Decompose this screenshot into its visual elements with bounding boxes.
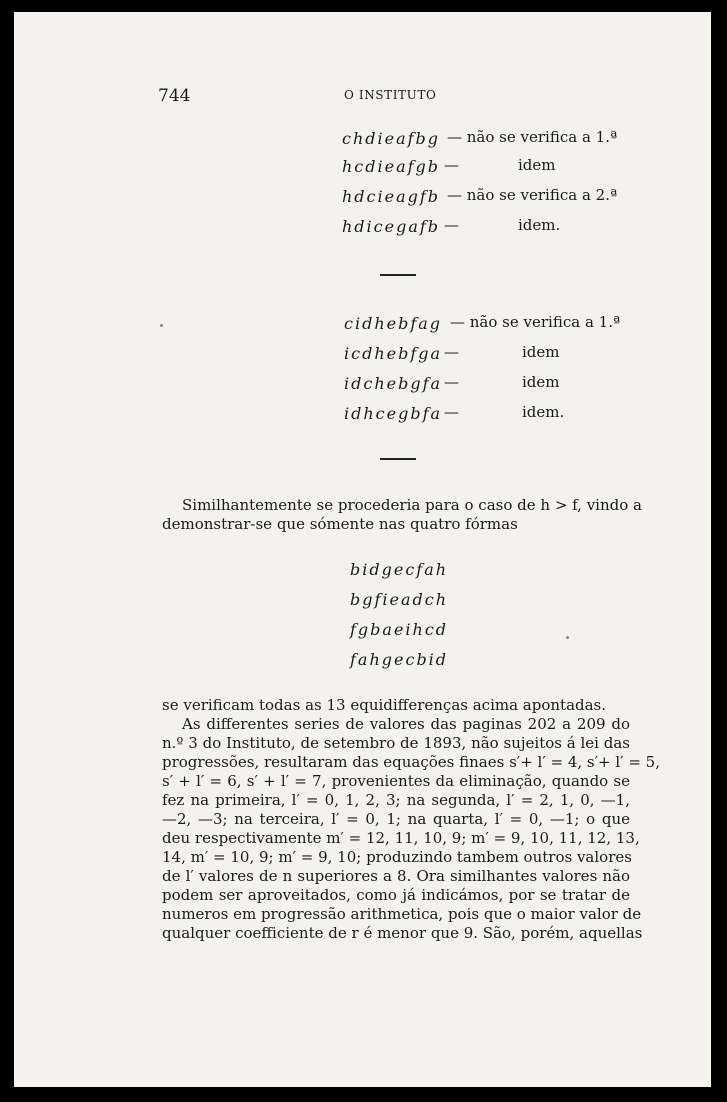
text-line: As differentes series de valores das paginas 202 a 209 do bbox=[182, 715, 630, 733]
book-page bbox=[14, 12, 711, 1087]
idem-note: idem bbox=[522, 373, 560, 391]
text-line: se verificam todas as 13 equidifferenças acima apontadas. bbox=[162, 696, 607, 714]
permutation: hdcieagfb bbox=[342, 187, 441, 206]
permutation: chdieafbg bbox=[342, 129, 441, 148]
idem-note: idem bbox=[522, 343, 560, 361]
permutation: idhcegbfa bbox=[344, 404, 443, 423]
text-line: de l′ valores de n superiores a 8. Ora similhantes valores não bbox=[162, 867, 630, 885]
text-line: n.º 3 do Instituto, de setembro de 1893, não sujeitos á lei das bbox=[162, 734, 630, 752]
text-line: s′ + l′ = 6, s′ + l′ = 7, provenientes da eliminação, quando se bbox=[162, 772, 630, 790]
permutation: icdhebfga bbox=[344, 344, 443, 363]
permutation: hcdieafgb bbox=[342, 157, 441, 176]
idem-note: idem. bbox=[518, 216, 561, 234]
section-rule bbox=[380, 458, 416, 460]
print-speck bbox=[566, 636, 569, 639]
paragraph-intro bbox=[162, 496, 642, 534]
text-line: deu respectivamente m′ = 12, 11, 10, 9; m′ = 9, 10, 11, 12, 13, bbox=[162, 829, 640, 847]
dash: — bbox=[444, 403, 459, 421]
dash: — bbox=[444, 156, 459, 174]
verification-note: — não se verifica a 1.ª bbox=[450, 313, 621, 331]
idem-note: idem bbox=[518, 156, 556, 174]
permutation: fahgecbid bbox=[350, 650, 449, 669]
text-line: —2, —3; na terceira, l′ = 0, 1; na quarta, l′ = 0, —1; o que bbox=[162, 810, 630, 828]
text-line: fez na primeira, l′ = 0, 1, 2, 3; na segunda, l′ = 2, 1, 0, —1, bbox=[162, 791, 630, 809]
text-line: progressões, resultaram das equações finaes s′+ l′ = 4, s′+ l′ = 5, bbox=[162, 753, 660, 771]
permutation: bgfieadch bbox=[350, 590, 449, 609]
permutation: cidhebfag bbox=[344, 314, 443, 333]
print-speck bbox=[160, 324, 163, 327]
idem-note: idem. bbox=[522, 403, 565, 421]
verification-note: — não se verifica a 2.ª bbox=[447, 186, 618, 204]
text-line: demonstrar-se que sómente nas quatro fórmas bbox=[162, 515, 518, 533]
verification-note: — não se verifica a 1.ª bbox=[447, 128, 618, 146]
text-line: Similhantemente se procederia para o caso de h > f, vindo a bbox=[182, 496, 642, 514]
permutation: idchebgfa bbox=[344, 374, 443, 393]
permutation: bidgecfah bbox=[350, 560, 449, 579]
permutation: fgbaeihcd bbox=[350, 620, 449, 639]
dash: — bbox=[444, 373, 459, 391]
dash: — bbox=[444, 343, 459, 361]
dash: — bbox=[444, 216, 459, 234]
text-line: podem ser aproveitados, como já indicámos, por se tratar de bbox=[162, 886, 630, 904]
section-rule bbox=[380, 274, 416, 276]
paragraph-body bbox=[162, 696, 660, 943]
page-number: 744 bbox=[158, 86, 191, 106]
text-line: numeros em progressão arithmetica, pois que o maior valor de bbox=[162, 905, 642, 923]
permutation: hdicegafb bbox=[342, 217, 441, 236]
text-line: qualquer coefficiente de r é menor que 9. São, porém, aquellas bbox=[162, 924, 643, 942]
running-title: O INSTITUTO bbox=[344, 88, 437, 102]
text-line: 14, m′ = 10, 9; m′ = 9, 10; produzindo tambem outros valores bbox=[162, 848, 632, 866]
